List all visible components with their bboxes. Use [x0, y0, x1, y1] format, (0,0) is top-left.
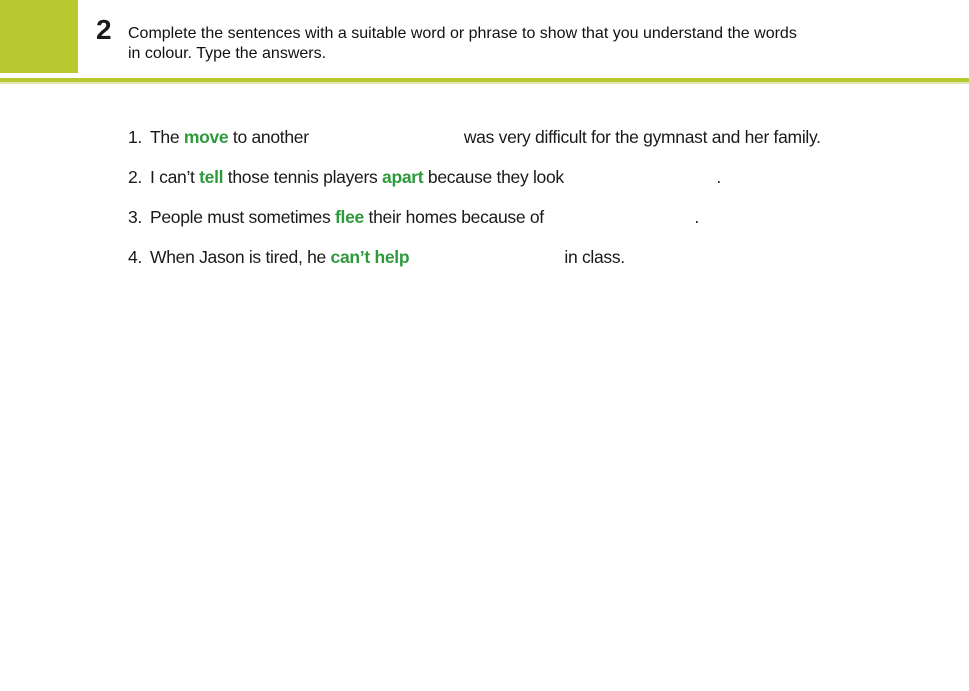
instruction-line-1: Complete the sentences with a suitable word or phrase to show that you understand the words — [128, 25, 797, 42]
sentence-text: those tennis players — [223, 167, 383, 187]
sentence-text — [409, 247, 414, 267]
sentence-text: People must sometimes — [150, 207, 336, 227]
answer-input-2[interactable] — [570, 167, 714, 189]
sentence-text: The — [150, 127, 184, 147]
sentence-text: . — [716, 167, 721, 187]
sentence-number: 3. — [128, 207, 142, 227]
sentence-text: I can’t — [150, 167, 200, 187]
exercise-number: 2 — [96, 14, 112, 45]
answer-input-4[interactable] — [416, 247, 558, 269]
sentence-number: 2. — [128, 167, 142, 187]
keyword: flee — [335, 207, 364, 227]
keyword: move — [183, 127, 229, 147]
sentence-text: their homes because of — [363, 207, 549, 227]
instruction-line-2: in colour. Type the answers. — [128, 45, 327, 62]
keyword: apart — [382, 167, 424, 187]
sentence-1 — [128, 124, 821, 164]
answer-input-3[interactable] — [550, 207, 692, 229]
sentence-3 — [128, 204, 821, 244]
sentence-number: 4. — [128, 247, 142, 267]
sentence-2 — [128, 164, 821, 204]
sentence-text: was very difficult for the gymnast and her family. — [459, 127, 821, 147]
sentence-number: 1. — [128, 127, 142, 147]
exercise-instruction — [128, 24, 908, 64]
keyword: tell — [199, 167, 224, 187]
answer-input-1[interactable] — [315, 127, 457, 149]
sentence-list — [128, 124, 821, 284]
keyword: can’t help — [330, 247, 410, 267]
sentence-text: because they look — [423, 167, 569, 187]
exercise-header — [0, 0, 969, 80]
sentence-4 — [128, 244, 821, 284]
header-divider-shadow — [0, 82, 969, 84]
sentence-text: to another — [228, 127, 314, 147]
sentence-text: . — [694, 207, 699, 227]
accent-block — [0, 0, 78, 73]
sentence-text: in class. — [559, 247, 625, 267]
sentence-text: When Jason is tired, he — [150, 247, 331, 267]
